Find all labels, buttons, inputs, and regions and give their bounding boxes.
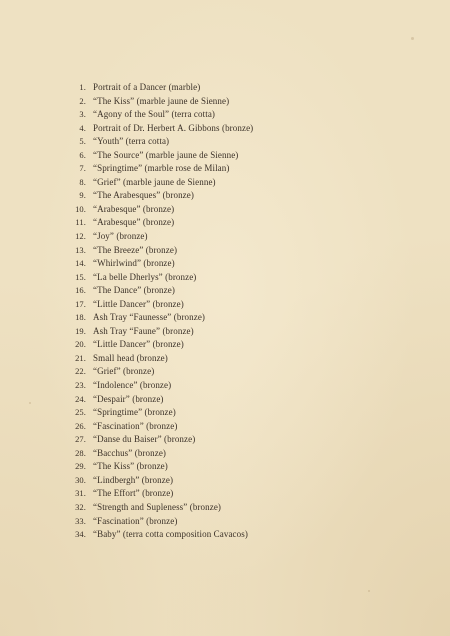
catalog-entry (75, 487, 431, 501)
catalog-entry-title: “Baby” (terra cotta composition Cavacos) (93, 529, 248, 540)
catalog-entry (75, 433, 431, 447)
catalog-entry (75, 420, 431, 434)
catalog-entry-title: “The Effort” (bronze) (93, 488, 174, 499)
catalog-entry-number: 12. (75, 231, 86, 242)
catalog-entry-title: “The Dance” (bronze) (93, 285, 175, 296)
paper-speck (368, 590, 370, 592)
catalog-entry (79, 162, 431, 176)
catalog-entry-title: “La belle Dherlys” (bronze) (93, 271, 197, 282)
catalog-entry-number: 7. (79, 163, 86, 174)
catalog-entry-title: Portrait of Dr. Herbert A. Gibbons (bronze) (93, 122, 254, 133)
catalog-entry-number: 19. (75, 325, 86, 336)
catalog-entry (79, 122, 431, 136)
catalog-entry (75, 379, 431, 393)
catalog-entry-title: Small head (bronze) (93, 352, 168, 363)
catalog-entry-number: 28. (75, 447, 86, 458)
catalog-entry-title: “The Breeze” (bronze) (93, 244, 178, 255)
catalog-entry-title: “Bacchus” (bronze) (93, 447, 167, 458)
catalog-entry (79, 149, 431, 163)
catalog-entry (79, 189, 431, 203)
catalog-entry-title: “Fascination” (bronze) (93, 420, 178, 431)
catalog-entry-title: “Little Dancer” (bronze) (93, 339, 184, 350)
catalog-entry (79, 176, 431, 190)
catalog-entry-title: “The Kiss” (bronze) (93, 461, 168, 472)
catalog-entry-number: 13. (75, 244, 86, 255)
catalog-entry-title: “Little Dancer” (bronze) (93, 298, 184, 309)
catalog-entry-number: 16. (75, 285, 86, 296)
catalog-entry (75, 284, 431, 298)
catalog-entry (75, 271, 431, 285)
catalog-entry-title: “Arabesque” (bronze) (93, 203, 175, 214)
catalog-entry (75, 365, 431, 379)
catalog-entry-number: 34. (75, 529, 86, 540)
catalog-entry-number: 9. (79, 190, 86, 201)
catalog-entry (75, 393, 431, 407)
catalog-entry (79, 81, 431, 95)
catalog-entry (75, 352, 431, 366)
catalog-entry-number: 26. (75, 420, 86, 431)
catalog-entry (75, 501, 431, 515)
catalog-entry-number: 6. (79, 149, 86, 160)
catalog-entry-number: 24. (75, 393, 86, 404)
catalog-entry-number: 31. (75, 488, 86, 499)
catalog-entry-number: 20. (75, 339, 86, 350)
catalog-entry-title: “Fascination” (bronze) (93, 515, 178, 526)
catalog-entry-title: “Arabesque” (bronze) (93, 217, 175, 228)
catalog-entry-number: 1. (79, 82, 86, 92)
catalog-entry (75, 257, 431, 271)
catalog-entry-number: 5. (79, 136, 86, 147)
catalog-entry (75, 325, 431, 339)
catalog-entry-number: 11. (75, 217, 86, 228)
catalog-entry (75, 515, 431, 529)
catalog-entry-number: 3. (79, 109, 86, 120)
catalog-entry (75, 474, 431, 488)
catalog-entry (75, 447, 431, 461)
catalog-entry-title: “Joy” (bronze) (93, 231, 148, 242)
catalog-entry-number: 23. (75, 380, 86, 391)
catalog-entry-number: 8. (79, 176, 86, 187)
catalog-entry-number: 18. (75, 312, 86, 323)
catalog-entry (75, 311, 431, 325)
catalog-entry-title: “Lindbergh” (bronze) (93, 474, 174, 485)
catalog-entry-number: 32. (75, 501, 86, 512)
paper-speck (411, 37, 414, 40)
catalog-entry-number: 15. (75, 271, 86, 282)
catalog-entry-title: Portrait of a Dancer (marble) (93, 82, 201, 92)
catalog-entry-title: “The Kiss” (marble jaune de Sienne) (93, 95, 230, 106)
catalog-entry-title: “Springtime” (bronze) (93, 407, 176, 418)
catalog-entry-number: 22. (75, 366, 86, 377)
catalog-entry (75, 230, 431, 244)
catalog-entry-title: “The Arabesques” (bronze) (93, 190, 194, 201)
catalog-entry-title: Ash Tray “Faunesse” (bronze) (93, 312, 206, 323)
catalog-entry-title: “Grief” (bronze) (93, 366, 155, 377)
catalog-entry-title: “Danse du Baiser” (bronze) (93, 434, 196, 445)
catalog-entry (75, 460, 431, 474)
catalog-entry-number: 2. (79, 95, 86, 106)
catalog-entry (79, 95, 431, 109)
catalog-entry-title: Ash Tray “Faune” (bronze) (93, 325, 194, 336)
catalog-entry (75, 244, 431, 258)
catalog-entry-title: “Springtime” (marble rose de Milan) (93, 163, 230, 174)
catalog-entry (75, 203, 431, 217)
catalog-entry (75, 338, 431, 352)
catalog-entry-title: “Strength and Supleness” (bronze) (93, 501, 222, 512)
catalog-entry-title: “Youth” (terra cotta) (93, 136, 170, 147)
catalog-entry (75, 528, 431, 542)
paper-speck (29, 402, 31, 404)
catalog-entry-title: “Indolence” (bronze) (93, 380, 172, 391)
catalog-entry-title: “Despair” (bronze) (93, 393, 164, 404)
catalog-entry-number: 14. (75, 258, 86, 269)
catalog-entry (79, 135, 431, 149)
catalog-entry-number: 4. (79, 122, 86, 133)
catalog-entry-title: “Whirlwind” (bronze) (93, 258, 175, 269)
catalog-entry-title: “The Source” (marble jaune de Sienne) (93, 149, 239, 160)
catalog-entry-number: 25. (75, 407, 86, 418)
catalog-entry-number: 17. (75, 298, 86, 309)
catalog-entry-number: 29. (75, 461, 86, 472)
catalog-entry-number: 33. (75, 515, 86, 526)
catalog-entry-number: 27. (75, 434, 86, 445)
catalog-entry (75, 298, 431, 312)
artwork-catalog-list (75, 81, 431, 542)
catalog-entry (75, 216, 431, 230)
catalog-entry-title: “Grief” (marble jaune de Sienne) (93, 176, 216, 187)
catalog-entry-number: 30. (75, 474, 86, 485)
catalog-entry (79, 108, 431, 122)
catalog-entry-title: “Agony of the Soul” (terra cotta) (93, 109, 216, 120)
catalog-entry-number: 21. (75, 352, 86, 363)
catalog-entry-number: 10. (75, 203, 86, 214)
catalog-entry (75, 406, 431, 420)
